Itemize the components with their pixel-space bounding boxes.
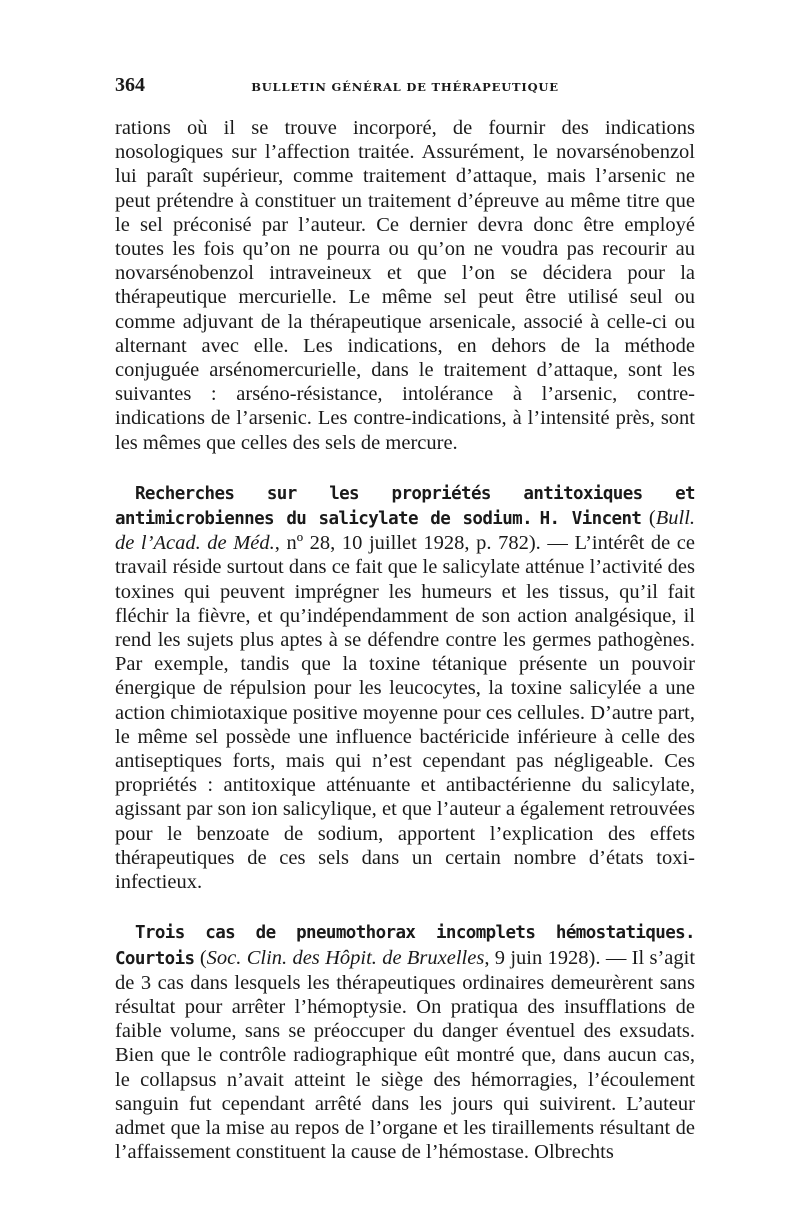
source-details: , nº 28, 10 juillet 1928, p. 782). — [274, 532, 541, 555]
abstract-source: Bull. de l’Acad. de Méd. — [115, 507, 696, 555]
abstract-title: Recherches sur les propriétés antitoxiques et antimicrobiennes du salicylate de sodium. — [115, 483, 695, 530]
source-details: , 9 juin 1928). — [484, 946, 601, 969]
abstract-author: H. Vincent — [539, 509, 642, 530]
abstract-author: Courtois — [115, 948, 195, 969]
paragraph-continuation — [115, 116, 695, 455]
page-number: 364 — [115, 74, 145, 96]
paragraph-body: rations où il se trouve incorporé, de fournir des indications nosologiques sur l’affection traitée. Assurément, le novarsénobenzol lui paraît supérieur, comme traitement d’attaque, mais l’arsenic ne peut prétendre à constituer un traitement d’épreuve au même titre que le sel préconisé par l’auteur. Ce dernier devra donc être employé toutes les fois qu’on ne pourra ou qu’on ne voudra pas recourir au novarsénobenzol intraveineux et que l’on se décidera pour la thérapeutique mercurielle. Le même sel peut être utilisé seul ou comme adjuvant de la thérapeutique arsenicale, associé à celle-ci ou alternant avec elle. Les indications, en dehors de la méthode conjuguée arsénomercurielle, dans le traitement d’attaque, sont les suivantes : arséno-résistance, intolérance à l’arsenic, contre-indications de l’arsenic. Les contre-indications, à l’intensité près, sont les mêmes que celles des sels de mercure. — [115, 117, 695, 454]
source-open: ( — [648, 507, 656, 530]
abstract-source: Soc. Clin. des Hôpit. de Bruxelles — [206, 946, 485, 969]
page-header — [115, 72, 695, 102]
abstract-body: — L’intérêt de ce travail réside surtout dans ce fait que le salicylate atténue l’activité des toxines qui peuvent imprégner les humeurs et les tissus, qu’il fait fléchir la fièvre, et qu’indépendamment de son action analgésique, il rend les sujets plus aptes à se défendre contre les germes pathogènes. Par exemple, tandis que la toxine tétanique présente un pouvoir énergique de répulsion pour les leucocytes, la toxine salicylée a une action chimiotaxique positive moyenne pour ces cellules. D’autre part, le même sel possède une influence bactéricide inférieure à celle des antiseptiques forts, mais qui n’est cependant pas négligeable. Ces propriétés : antitoxique atténuante et antibactérienne du salicylate, agissant par son ion salicylique, et que l’auteur a également retrouvées pour le benzoate de sodium, apportent l’explication des effets thérapeutiques de ces sels dans un certain nombre d’états toxi-infectieux. — [115, 532, 695, 894]
document-page — [115, 72, 695, 1164]
abstract-body: — Il s’agit de 3 cas dans lesquels les thérapeutiques ordinaires demeurèrent sans résultat pour arrêter l’hémoptysie. On pratiqua des insufflations de faible volume, sans se préoccuper du danger éventuel des exsudats. Bien que le contrôle radiographique eût montré que, dans aucun cas, le collapsus n’avait atteint le siège des hémorragies, l’écoulement sanguin fut cependant arrêté dans les jours qui suivirent. L’auteur admet que la mise au repos de l’organe et les tiraillements résultant de l’affaissement constituent la cause de l’hémostase. Olbrechts — [115, 946, 696, 1164]
source-open: ( — [199, 946, 207, 969]
abstract-salicylate — [115, 481, 695, 894]
running-title: BULLETIN GÉNÉRAL DE THÉRAPEUTIQUE — [251, 80, 559, 94]
abstract-pneumothorax — [115, 920, 695, 1164]
abstract-title: Trois cas de pneumothorax incomplets hémostatiques. — [135, 923, 695, 944]
